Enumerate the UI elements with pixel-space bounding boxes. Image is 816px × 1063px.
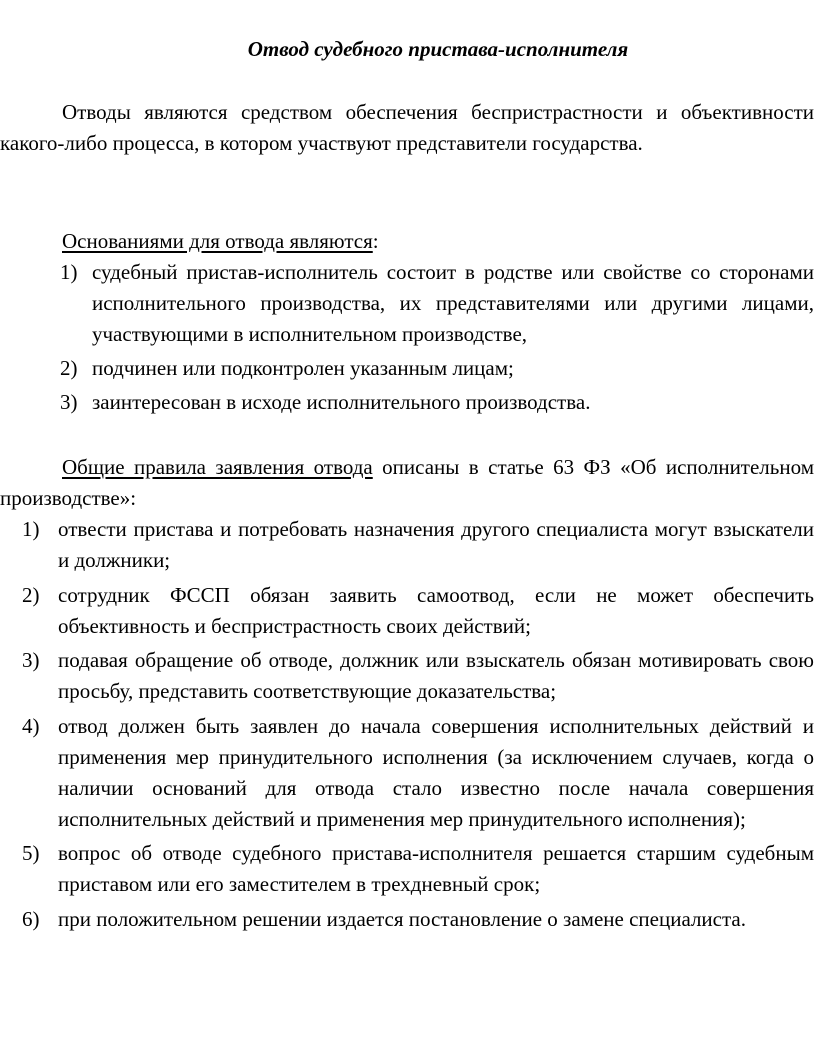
list-item-text: заинтересован в исходе исполнительного производства.	[92, 390, 591, 414]
list-item-text: отвести пристава и потребовать назначения другого специалиста могут взыскатели и должники;	[58, 517, 814, 572]
list-item-number: 5)	[22, 841, 40, 865]
list-item-text: вопрос об отводе судебного пристава-исполнителя решается старшим судебным приставом или его заместителем в трехдневный срок;	[58, 841, 814, 896]
grounds-heading-text: Основаниями для отвода являются	[62, 229, 373, 253]
list-item-number: 4)	[22, 713, 40, 738]
list-item	[22, 904, 814, 935]
rules-heading-text: Общие правила заявления отвода	[62, 455, 373, 479]
list-item	[22, 514, 814, 576]
grounds-heading	[62, 226, 379, 257]
intro-paragraph: Отводы являются средством обеспечения беспристрастности и объективности какого-либо процесса, в котором участвуют представители государства.	[0, 100, 814, 155]
list-item-text: отвод должен быть заявлен до начала совершения исполнительных действий и применения мер принудительного исполнения (за исключением случаев, когда о наличии оснований для отвода стало известно после начала совершения исполнительных действий и применения мер принудительного исполнения);	[58, 713, 814, 831]
list-item-text: подавая обращение об отводе, должник или взыскатель обязан мотивировать свою просьбу, представить соответствующие доказательства;	[58, 648, 814, 703]
list-item-text: сотрудник ФССП обязан заявить самоотвод, если не может обеспечить объективность и беспристрастность своих действий;	[58, 582, 814, 638]
rules-heading-rest: описаны в статье 63 ФЗ «Об исполнительном производстве»:	[0, 455, 814, 510]
grounds-heading-colon: :	[372, 229, 379, 253]
list-item-number: 3)	[22, 648, 40, 672]
list-item	[60, 353, 814, 384]
list-item-number: 2)	[22, 582, 40, 607]
list-item	[22, 711, 814, 835]
list-item	[22, 580, 814, 642]
list-item-number: 2)	[60, 356, 78, 380]
list-item-number: 1)	[22, 517, 40, 541]
grounds-list	[60, 257, 814, 421]
rules-list	[22, 514, 814, 938]
list-item-number: 6)	[22, 906, 40, 931]
list-item	[60, 387, 814, 418]
list-item-number: 3)	[60, 390, 78, 414]
list-item-text: судебный пристав-исполнитель состоит в родстве или свойстве со сторонами исполнительного производства, их представителями или другими лицами, участвующими в исполнительном производстве,	[92, 260, 814, 346]
document-title: Отвод судебного пристава-исполнителя	[247, 37, 629, 61]
list-item-text: подчинен или подконтролен указанным лицам;	[92, 356, 514, 380]
list-item	[22, 838, 814, 900]
rules-paragraph	[0, 452, 814, 514]
list-item-text: при положительном решении издается постановление о замене специалиста.	[58, 906, 746, 931]
list-item	[60, 257, 814, 350]
list-item	[22, 645, 814, 707]
list-item-number: 1)	[60, 260, 78, 284]
